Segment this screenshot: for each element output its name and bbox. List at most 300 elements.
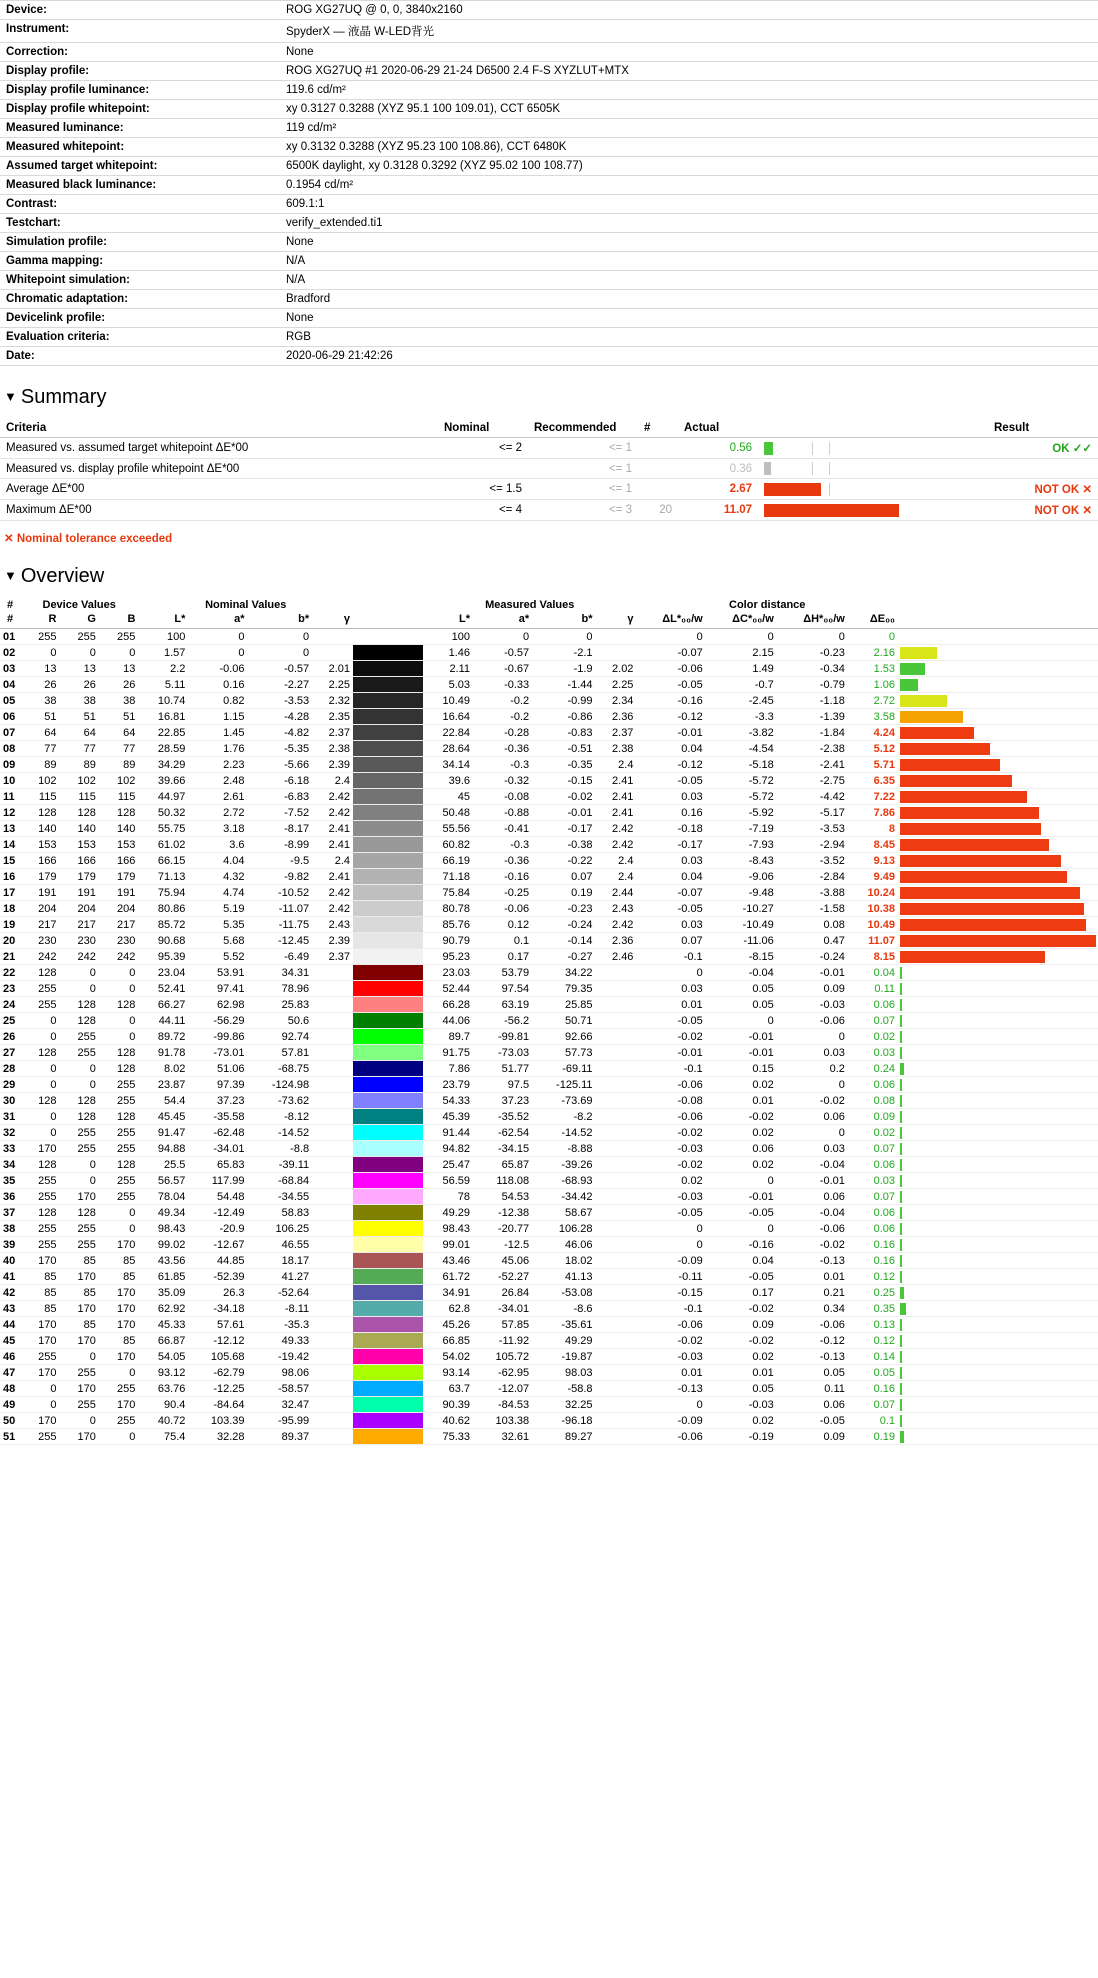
overview-row: [0, 661, 1098, 677]
delta-E-bar: [900, 1351, 902, 1363]
measured-L: 93.14: [423, 1365, 473, 1381]
color-swatch-cell: [353, 981, 423, 997]
info-value: RGB: [286, 331, 311, 343]
color-swatch-cell: [353, 933, 423, 949]
delta-C: 0.17: [706, 1285, 777, 1301]
delta-L: -0.09: [636, 1413, 705, 1429]
nominal-b: -39.11: [248, 1157, 313, 1173]
nominal-b: -4.28: [248, 709, 313, 725]
delta-C: -0.05: [706, 1205, 777, 1221]
overview-row: [0, 1253, 1098, 1269]
delta-E-bar-cell: [898, 1125, 1098, 1141]
delta-E-bar-track: [900, 838, 1096, 852]
device-r: 51: [20, 709, 59, 725]
delta-E-bar-track: [900, 1382, 1096, 1396]
overview-group-header: Measured Values: [485, 599, 575, 611]
nominal-gamma: [312, 1349, 353, 1365]
collapse-triangle-icon[interactable]: ▼: [4, 568, 17, 583]
delta-E: 0.06: [848, 1205, 898, 1221]
delta-E-bar-cell: [898, 1109, 1098, 1125]
nominal-gamma: [312, 629, 353, 645]
delta-E: 0.06: [848, 1077, 898, 1093]
nominal-gamma: 2.41: [312, 821, 353, 837]
nominal-a: -34.18: [188, 1301, 247, 1317]
measured-L: 25.47: [423, 1157, 473, 1173]
overview-index: 28: [0, 1061, 20, 1077]
color-swatch-cell: [353, 1093, 423, 1109]
delta-E-bar-cell: [898, 885, 1098, 901]
device-r: 255: [20, 629, 59, 645]
delta-C: 0: [706, 1221, 777, 1237]
color-swatch: [353, 1125, 423, 1140]
delta-C: -5.72: [706, 773, 777, 789]
measured-a: 0.17: [473, 949, 532, 965]
measured-b: 89.27: [532, 1429, 595, 1445]
overview-row: [0, 1221, 1098, 1237]
overview-section-title[interactable]: [4, 565, 1098, 588]
nominal-b: 32.47: [248, 1397, 313, 1413]
summary-bar-cell: [758, 479, 988, 500]
measured-a: 97.5: [473, 1077, 532, 1093]
delta-E-bar-track: [900, 822, 1096, 836]
color-swatch-cell: [353, 949, 423, 965]
delta-H: -0.02: [777, 1237, 848, 1253]
device-b: 128: [99, 1061, 139, 1077]
overview-row: [0, 917, 1098, 933]
nominal-gamma: 2.01: [312, 661, 353, 677]
summary-col-recommended: Recommended: [528, 419, 638, 438]
delta-E-bar: [900, 1223, 902, 1235]
measured-gamma: 2.41: [596, 789, 637, 805]
color-swatch: [353, 1093, 423, 1108]
delta-E-bar-track: [900, 1286, 1096, 1300]
delta-E-bar-cell: [898, 1285, 1098, 1301]
delta-E: 7.86: [848, 805, 898, 821]
overview-row: [0, 1157, 1098, 1173]
nominal-gamma: [312, 1045, 353, 1061]
delta-E: 0.24: [848, 1061, 898, 1077]
color-swatch-cell: [353, 1205, 423, 1221]
summary-bar-track: [764, 442, 982, 455]
measured-gamma: 2.44: [596, 885, 637, 901]
measured-gamma: [596, 981, 637, 997]
info-key: Evaluation criteria:: [6, 331, 110, 343]
nominal-L: 44.11: [138, 1013, 188, 1029]
measured-b: 57.73: [532, 1045, 595, 1061]
delta-L: -0.07: [636, 885, 705, 901]
device-r: 64: [20, 725, 59, 741]
color-swatch: [353, 661, 423, 676]
color-swatch-cell: [353, 1285, 423, 1301]
nominal-b: -73.62: [248, 1093, 313, 1109]
measured-b: -0.99: [532, 693, 595, 709]
color-swatch-cell: [353, 1269, 423, 1285]
nominal-b: -124.98: [248, 1077, 313, 1093]
delta-E-bar-track: [900, 1398, 1096, 1412]
delta-C: -2.45: [706, 693, 777, 709]
measured-b: 18.02: [532, 1253, 595, 1269]
delta-L: 0.01: [636, 1365, 705, 1381]
color-swatch-cell: [353, 709, 423, 725]
delta-H: 0.47: [777, 933, 848, 949]
nominal-L: 5.11: [138, 677, 188, 693]
measured-L: 54.33: [423, 1093, 473, 1109]
delta-E: 0.04: [848, 965, 898, 981]
color-swatch: [353, 1077, 423, 1092]
delta-H: 0.2: [777, 1061, 848, 1077]
nominal-a: 32.28: [188, 1429, 247, 1445]
info-row: [0, 271, 1098, 290]
delta-E-bar-cell: [898, 1093, 1098, 1109]
device-b: 115: [99, 789, 139, 805]
nominal-b: -9.82: [248, 869, 313, 885]
delta-E-bar-track: [900, 678, 1096, 692]
overview-index: 36: [0, 1189, 20, 1205]
color-swatch-cell: [353, 1429, 423, 1445]
info-row: [0, 290, 1098, 309]
measured-gamma: [596, 1237, 637, 1253]
nominal-gamma: 2.41: [312, 837, 353, 853]
nominal-gamma: 2.43: [312, 917, 353, 933]
delta-E-bar: [900, 935, 1096, 947]
measured-b: -68.93: [532, 1173, 595, 1189]
delta-L: -0.05: [636, 1013, 705, 1029]
measured-a: 97.54: [473, 981, 532, 997]
color-swatch-cell: [353, 1365, 423, 1381]
device-g: 0: [59, 1413, 98, 1429]
device-g: 128: [59, 1205, 98, 1221]
overview-group-header: Color distance: [729, 599, 806, 611]
color-swatch: [353, 1317, 423, 1332]
delta-E-bar: [900, 1207, 902, 1219]
overview-row: [0, 1333, 1098, 1349]
device-r: 170: [20, 1365, 59, 1381]
nominal-a: 65.83: [188, 1157, 247, 1173]
summary-result: [988, 459, 1098, 479]
nominal-gamma: 2.37: [312, 725, 353, 741]
nominal-a: 103.39: [188, 1413, 247, 1429]
color-swatch-cell: [353, 757, 423, 773]
delta-E-bar: [900, 1031, 902, 1043]
nominal-a: 117.99: [188, 1173, 247, 1189]
overview-index: 02: [0, 645, 20, 661]
delta-E-bar-track: [900, 1030, 1096, 1044]
measured-gamma: 2.42: [596, 917, 637, 933]
delta-H: 0: [777, 1125, 848, 1141]
measured-L: 55.56: [423, 821, 473, 837]
delta-E: 0.1: [848, 1413, 898, 1429]
device-r: 204: [20, 901, 59, 917]
summary-row: [0, 479, 1098, 500]
device-b: 170: [99, 1237, 139, 1253]
delta-C: -10.27: [706, 901, 777, 917]
device-r: 0: [20, 1077, 59, 1093]
info-row: [0, 1, 1098, 20]
color-swatch-cell: [353, 1253, 423, 1269]
nominal-b: -8.99: [248, 837, 313, 853]
device-b: 128: [99, 1157, 139, 1173]
info-key: Contrast:: [6, 198, 58, 210]
nominal-L: 40.72: [138, 1413, 188, 1429]
nominal-L: 100: [138, 629, 188, 645]
delta-E-bar: [900, 663, 925, 675]
color-swatch: [353, 1381, 423, 1396]
delta-E-bar-cell: [898, 1365, 1098, 1381]
delta-H: -0.02: [777, 1093, 848, 1109]
delta-E-bar-cell: [898, 757, 1098, 773]
delta-E-bar-track: [900, 1190, 1096, 1204]
color-swatch-cell: [353, 1173, 423, 1189]
measured-b: -0.23: [532, 901, 595, 917]
color-swatch: [353, 1269, 423, 1284]
summary-row: [0, 500, 1098, 521]
delta-E-bar-cell: [898, 1397, 1098, 1413]
nominal-a: 57.61: [188, 1317, 247, 1333]
measured-a: -12.07: [473, 1381, 532, 1397]
device-g: 255: [59, 1125, 98, 1141]
measured-a: 57.85: [473, 1317, 532, 1333]
summary-bar: [764, 504, 899, 517]
nominal-gamma: [312, 645, 353, 661]
info-key: Simulation profile:: [6, 236, 107, 248]
nominal-gamma: [312, 1125, 353, 1141]
measured-gamma: 2.37: [596, 725, 637, 741]
device-r: 0: [20, 1109, 59, 1125]
overview-index: 38: [0, 1221, 20, 1237]
delta-C: 0: [706, 1013, 777, 1029]
delta-E-bar-cell: [898, 709, 1098, 725]
device-b: 255: [99, 1381, 139, 1397]
delta-E-bar: [900, 1303, 906, 1315]
delta-C: -7.19: [706, 821, 777, 837]
color-swatch-cell: [353, 1221, 423, 1237]
device-b: 255: [99, 1189, 139, 1205]
measured-gamma: [596, 1381, 637, 1397]
device-b: 85: [99, 1253, 139, 1269]
overview-row: [0, 1301, 1098, 1317]
nominal-a: 1.76: [188, 741, 247, 757]
measured-gamma: [596, 1317, 637, 1333]
measured-gamma: [596, 629, 637, 645]
overview-group-header: [898, 598, 1098, 612]
color-swatch-cell: [353, 805, 423, 821]
nominal-b: -7.52: [248, 805, 313, 821]
delta-E-bar-track: [900, 934, 1096, 948]
nominal-a: 51.06: [188, 1061, 247, 1077]
measured-gamma: [596, 1205, 637, 1221]
nominal-a: -34.01: [188, 1141, 247, 1157]
color-swatch-cell: [353, 1189, 423, 1205]
color-swatch: [353, 853, 423, 868]
collapse-triangle-icon[interactable]: ▼: [4, 389, 17, 404]
delta-L: -0.02: [636, 1157, 705, 1173]
delta-E-bar-track: [900, 1414, 1096, 1428]
overview-index: 49: [0, 1397, 20, 1413]
delta-E: 0.05: [848, 1365, 898, 1381]
color-swatch: [353, 1285, 423, 1300]
delta-L: -0.12: [636, 757, 705, 773]
nominal-gamma: [312, 1237, 353, 1253]
delta-H: -5.17: [777, 805, 848, 821]
delta-E-bar: [900, 839, 1049, 851]
delta-H: -0.24: [777, 949, 848, 965]
summary-actual: 2.67: [678, 479, 758, 500]
device-b: 0: [99, 645, 139, 661]
measured-gamma: 2.25: [596, 677, 637, 693]
measured-L: 23.79: [423, 1077, 473, 1093]
delta-H: 0.03: [777, 1141, 848, 1157]
overview-col-header: b*: [532, 612, 595, 629]
overview-row: [0, 1317, 1098, 1333]
delta-E-bar-cell: [898, 1157, 1098, 1173]
color-swatch: [353, 741, 423, 756]
measured-a: -0.41: [473, 821, 532, 837]
nominal-gamma: 2.35: [312, 709, 353, 725]
color-swatch-cell: [353, 1013, 423, 1029]
measured-L: 89.7: [423, 1029, 473, 1045]
overview-index: 35: [0, 1173, 20, 1189]
delta-C: 0.02: [706, 1413, 777, 1429]
color-swatch-cell: [353, 1125, 423, 1141]
nominal-L: 75.4: [138, 1429, 188, 1445]
overview-index: 14: [0, 837, 20, 853]
delta-E-bar-track: [900, 1094, 1096, 1108]
delta-E: 1.53: [848, 661, 898, 677]
delta-L: -0.17: [636, 837, 705, 853]
nominal-gamma: [312, 1013, 353, 1029]
delta-E-bar-cell: [898, 725, 1098, 741]
nominal-gamma: [312, 1413, 353, 1429]
summary-row: [0, 438, 1098, 459]
overview-row: [0, 1141, 1098, 1157]
color-swatch-cell: [353, 1029, 423, 1045]
overview-row: [0, 789, 1098, 805]
measured-b: 25.85: [532, 997, 595, 1013]
measured-b: -35.61: [532, 1317, 595, 1333]
delta-E-bar-track: [900, 1046, 1096, 1060]
measured-b: 50.71: [532, 1013, 595, 1029]
nominal-gamma: [312, 1269, 353, 1285]
nominal-b: -12.45: [248, 933, 313, 949]
measured-b: -2.1: [532, 645, 595, 661]
info-value: None: [286, 312, 314, 324]
delta-E-bar: [900, 1079, 902, 1091]
nominal-gamma: 2.4: [312, 773, 353, 789]
nominal-gamma: [312, 1205, 353, 1221]
delta-E-bar-cell: [898, 1237, 1098, 1253]
measured-a: 63.19: [473, 997, 532, 1013]
overview-index: 47: [0, 1365, 20, 1381]
color-swatch-cell: [353, 1349, 423, 1365]
nominal-L: 2.2: [138, 661, 188, 677]
overview-index: 50: [0, 1413, 20, 1429]
color-swatch-cell: [353, 661, 423, 677]
nominal-L: 91.47: [138, 1125, 188, 1141]
delta-L: -0.06: [636, 661, 705, 677]
measured-gamma: [596, 1349, 637, 1365]
delta-L: -0.1: [636, 949, 705, 965]
delta-H: 0: [777, 1029, 848, 1045]
measured-gamma: 2.36: [596, 933, 637, 949]
measured-b: 0.07: [532, 869, 595, 885]
device-r: 166: [20, 853, 59, 869]
nominal-a: -56.29: [188, 1013, 247, 1029]
color-swatch: [353, 773, 423, 788]
summary-recommended: <= 1: [528, 438, 638, 459]
delta-E: 10.24: [848, 885, 898, 901]
nominal-L: 66.27: [138, 997, 188, 1013]
summary-criteria: Measured vs. assumed target whitepoint ΔE*00: [0, 438, 438, 459]
delta-H: -3.88: [777, 885, 848, 901]
delta-E: 0.09: [848, 1109, 898, 1125]
delta-L: 0.07: [636, 933, 705, 949]
measured-a: 0.1: [473, 933, 532, 949]
overview-row: [0, 1061, 1098, 1077]
measured-a: 0.12: [473, 917, 532, 933]
nominal-b: -11.75: [248, 917, 313, 933]
delta-E-bar: [900, 647, 937, 659]
device-r: 242: [20, 949, 59, 965]
color-swatch: [353, 917, 423, 932]
delta-E-bar: [900, 887, 1080, 899]
device-b: 191: [99, 885, 139, 901]
measured-a: -12.38: [473, 1205, 532, 1221]
overview-index: 34: [0, 1157, 20, 1173]
measured-gamma: 2.4: [596, 869, 637, 885]
color-swatch-cell: [353, 917, 423, 933]
device-info-table: [0, 0, 1098, 366]
overview-title-text: Overview: [20, 565, 105, 587]
summary-section-title[interactable]: [4, 386, 1098, 409]
device-b: 170: [99, 1301, 139, 1317]
overview-index: 07: [0, 725, 20, 741]
info-row: [0, 100, 1098, 119]
device-b: 204: [99, 901, 139, 917]
measured-a: 37.23: [473, 1093, 532, 1109]
delta-E-bar-cell: [898, 965, 1098, 981]
nominal-L: 56.57: [138, 1173, 188, 1189]
overview-row: [0, 629, 1098, 645]
delta-L: 0: [636, 629, 705, 645]
overview-col-header: γ: [596, 612, 637, 629]
info-value: 119.6 cd/m²: [286, 84, 346, 96]
nominal-b: -8.8: [248, 1141, 313, 1157]
delta-E: 0.12: [848, 1269, 898, 1285]
nominal-a: -12.25: [188, 1381, 247, 1397]
color-swatch: [353, 933, 423, 948]
overview-index: 41: [0, 1269, 20, 1285]
color-swatch-cell: [353, 725, 423, 741]
delta-C: 0: [706, 629, 777, 645]
delta-L: 0.16: [636, 805, 705, 821]
delta-L: -0.02: [636, 1333, 705, 1349]
measured-b: -58.8: [532, 1381, 595, 1397]
color-swatch: [353, 1061, 423, 1076]
measured-b: 92.66: [532, 1029, 595, 1045]
overview-index: 45: [0, 1333, 20, 1349]
delta-L: -0.01: [636, 725, 705, 741]
color-swatch: [353, 1333, 423, 1348]
measured-b: -0.02: [532, 789, 595, 805]
delta-E-bar: [900, 999, 902, 1011]
overview-col-header: ΔH*₀₀/w: [777, 612, 848, 629]
nominal-b: -4.82: [248, 725, 313, 741]
overview-col-header: [898, 612, 1098, 629]
delta-E: 0.06: [848, 1221, 898, 1237]
overview-row: [0, 1029, 1098, 1045]
overview-row: [0, 805, 1098, 821]
delta-C: 0.05: [706, 997, 777, 1013]
